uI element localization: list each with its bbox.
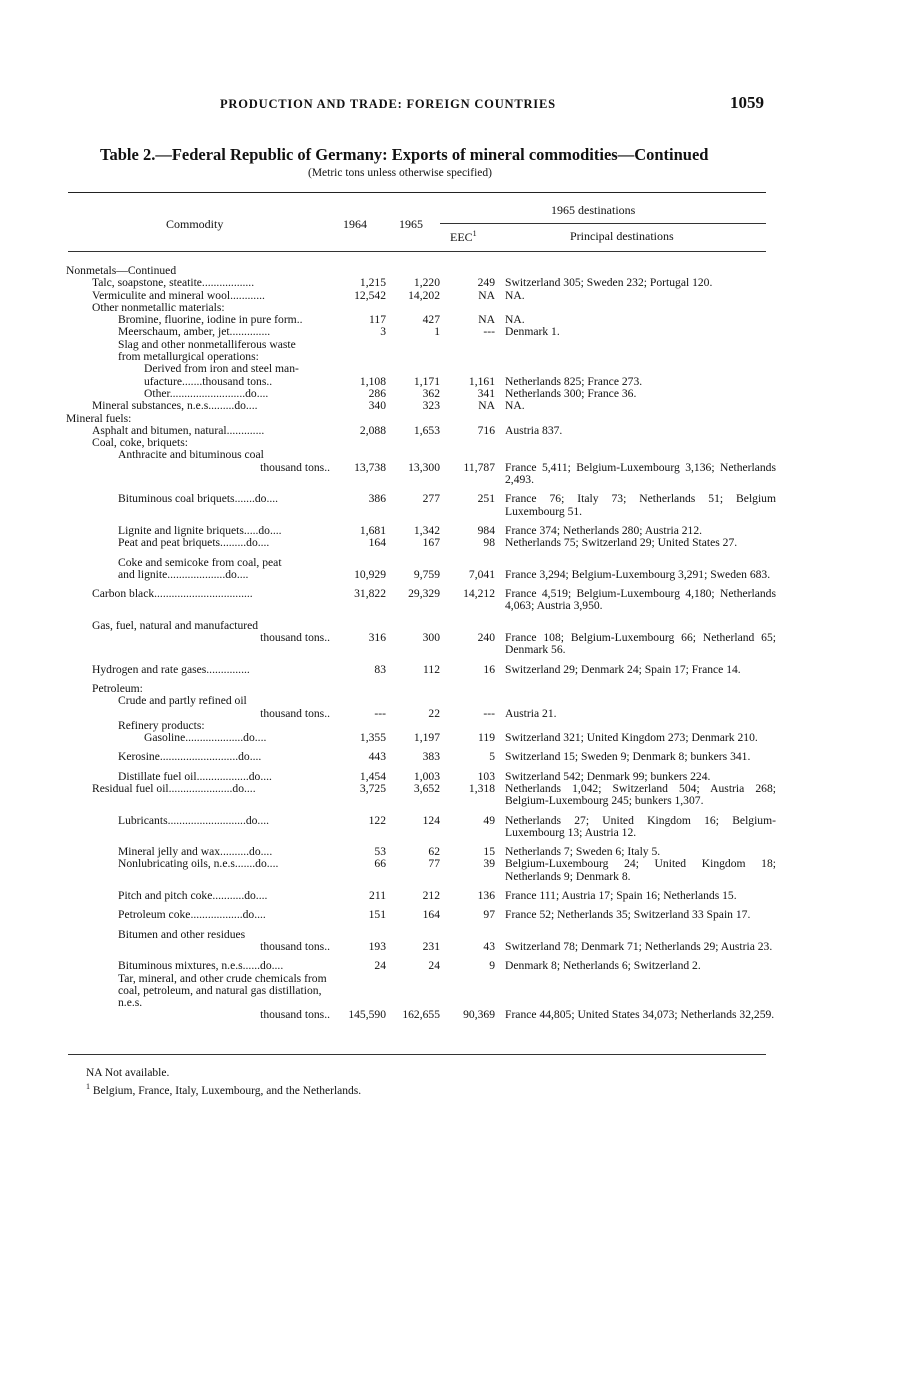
value-1965-cell: 3,652	[413, 781, 440, 795]
commodity-cell: Derived from iron and steel man-	[144, 362, 299, 376]
principal-destinations-cell: France 5,411; Belgium-Luxembourg 3,136; Netherlands 2,493.	[505, 460, 776, 487]
value-1965-cell	[386, 363, 440, 375]
table-row	[66, 486, 776, 518]
value-1964-cell: 3	[380, 325, 386, 339]
table-row	[66, 1009, 776, 1021]
commodity-cell: and lignite....................do....	[118, 567, 249, 581]
value-1964-cell: 1,454	[359, 769, 386, 783]
principal-destinations-cell	[495, 363, 776, 375]
value-1965-cell: 1,653	[413, 423, 440, 437]
principal-destinations-cell: Denmark 1.	[505, 325, 560, 339]
value-1964-cell: 151	[368, 908, 386, 922]
value-1964-cell: 31,822	[354, 587, 386, 601]
value-1965-cell: 383	[422, 750, 440, 764]
exports-table	[66, 265, 776, 1022]
commodity-cell: Anthracite and bituminous coal	[118, 448, 264, 462]
commodity-cell: thousand tons..	[260, 706, 330, 720]
commodity-cell: Gasoline....................do....	[144, 731, 267, 745]
value-1964-cell: 443	[368, 750, 386, 764]
eec-cell: 136	[477, 889, 495, 903]
commodity-cell: from metallurgical operations:	[118, 350, 259, 364]
value-1965-cell: 124	[422, 813, 440, 827]
value-1964-cell	[336, 973, 386, 1010]
table-row	[66, 858, 776, 883]
value-1964-cell: 1,108	[359, 374, 386, 388]
value-1965-cell: 164	[422, 908, 440, 922]
eec-cell	[440, 695, 495, 707]
commodity-cell: ufacture.......thousand tons..	[144, 374, 273, 388]
value-1964-cell	[336, 922, 386, 941]
value-1965-cell	[386, 973, 440, 1010]
table-row	[66, 537, 776, 549]
value-1964-cell: 286	[368, 386, 386, 400]
eec-cell: 16	[483, 662, 495, 676]
value-1964-cell: 83	[374, 662, 386, 676]
table-row	[66, 808, 776, 840]
principal-destinations-cell	[495, 550, 776, 569]
principal-destinations-cell: France 108; Belgium-Luxembourg 66; Netherland 65; Denmark 56.	[505, 631, 776, 657]
eec-cell: NA	[478, 288, 495, 302]
commodity-cell: Bituminous coal briquets.......do....	[118, 492, 279, 506]
value-1965-cell: 427	[422, 313, 440, 327]
commodity-cell: Residual fuel oil......................do....	[92, 781, 256, 795]
eec-cell: 15	[483, 845, 495, 859]
commodity-cell: Vermiculite and mineral wool............	[92, 288, 265, 302]
eec-cell: 119	[478, 731, 495, 745]
value-1965-cell	[386, 351, 440, 363]
eec-cell	[440, 676, 495, 695]
value-1964-cell: 1,681	[359, 523, 386, 537]
principal-destinations-cell: Switzerland 305; Sweden 232; Portugal 120.	[505, 276, 713, 290]
eec-cell: 341	[477, 386, 495, 400]
value-1964-cell: ---	[374, 706, 386, 720]
value-1964-cell	[336, 676, 386, 695]
col-header-1965: 1965	[399, 217, 423, 231]
value-1965-cell: 1	[434, 325, 440, 339]
commodity-cell: Refinery products:	[118, 718, 205, 732]
table-row	[66, 695, 776, 707]
principal-destinations-cell	[495, 973, 776, 1010]
value-1964-cell: 316	[368, 631, 386, 645]
principal-destinations-cell: France 374; Netherlands 280; Austria 212.	[505, 523, 703, 537]
table-row	[66, 363, 776, 375]
value-1964-cell: 122	[368, 813, 386, 827]
commodity-cell: Crude and partly refined oil	[118, 694, 247, 708]
table-row	[66, 632, 776, 657]
value-1964-cell: 3,725	[359, 781, 386, 795]
table-row	[66, 277, 776, 289]
footnote-eec-text: Belgium, France, Italy, Luxembourg, and the Netherlands.	[92, 1084, 362, 1097]
value-1964-cell: 164	[368, 536, 386, 550]
eec-cell: 1,161	[468, 374, 495, 388]
value-1964-cell	[336, 695, 386, 707]
principal-destinations-cell: France 111; Austria 17; Spain 16; Netherlands 15.	[505, 889, 737, 903]
col-header-commodity: Commodity	[166, 217, 224, 231]
principal-destinations-cell: Netherlands 27; United Kingdom 16; Belgium-Luxembourg 13; Austria 12.	[505, 813, 776, 839]
value-1965-cell: 231	[422, 939, 440, 953]
value-1965-cell	[386, 613, 440, 632]
commodity-cell: Nonmetals—Continued	[66, 264, 177, 277]
page-number: 1059	[730, 93, 764, 112]
value-1964-cell	[336, 363, 386, 375]
table-row	[66, 902, 776, 921]
eec-cell: 49	[483, 813, 495, 827]
principal-destinations-cell: Belgium-Luxembourg 24; United Kingdom 18; Netherlands 9; Denmark 8.	[505, 857, 776, 883]
eec-cell: 39	[483, 857, 495, 871]
eec-cell: 14,212	[463, 587, 495, 601]
value-1964-cell: 386	[368, 492, 386, 506]
eec-cell: 90,369	[463, 1008, 495, 1022]
value-1965-cell	[386, 413, 440, 425]
commodity-cell: Mineral jelly and wax..........do....	[118, 845, 273, 859]
value-1964-cell	[336, 351, 386, 363]
table-bottom-rule	[68, 1054, 766, 1055]
table-row	[66, 973, 776, 1010]
value-1965-cell: 1,342	[413, 523, 440, 537]
principal-destinations-cell: NA.	[505, 288, 525, 302]
principal-destinations-cell: France 76; Italy 73; Netherlands 51; Belgium Luxembourg 51.	[505, 492, 776, 518]
value-1964-cell: 340	[368, 399, 386, 413]
value-1965-cell	[386, 695, 440, 707]
commodity-cell: Mineral fuels:	[66, 411, 132, 425]
principal-destinations-cell: France 3,294; Belgium-Luxembourg 3,291; Sweden 683.	[505, 567, 771, 581]
value-1965-cell: 1,220	[413, 276, 440, 290]
value-1964-cell: 117	[369, 313, 386, 327]
commodity-cell: Mineral substances, n.e.s.........do....	[92, 399, 258, 413]
table-row	[66, 839, 776, 858]
table-title: Table 2.—Federal Republic of Germany: Exports of mineral commodities—Continued	[100, 145, 709, 164]
eec-cell	[440, 973, 495, 1010]
commodity-cell: Distillate fuel oil..................do....	[118, 769, 272, 783]
principal-destinations-cell: France 52; Netherlands 35; Switzerland 33 Spain 17.	[505, 908, 751, 922]
principal-destinations-cell	[495, 676, 776, 695]
principal-destinations-cell	[495, 613, 776, 632]
value-1965-cell: 77	[428, 857, 440, 871]
eec-cell	[440, 351, 495, 363]
commodity-cell: Carbon black..................................	[92, 587, 253, 601]
running-head: PRODUCTION AND TRADE: FOREIGN COUNTRIES	[220, 97, 556, 111]
principal-destinations-cell: Netherlands 7; Sweden 6; Italy 5.	[505, 845, 661, 859]
table-row	[66, 550, 776, 569]
value-1965-cell: 112	[423, 662, 440, 676]
value-1964-cell: 211	[369, 889, 386, 903]
commodity-cell: Pitch and pitch coke...........do....	[118, 889, 268, 903]
commodity-cell: Meerschaum, amber, jet..............	[118, 325, 271, 339]
value-1965-cell: 62	[428, 845, 440, 859]
principal-destinations-cell	[495, 922, 776, 941]
principal-destinations-cell: Netherlands 1,042; Switzerland 504; Austria 268; Belgium-Luxembourg 245; bunkers 1,307.	[505, 781, 776, 808]
eec-cell: 9	[489, 959, 495, 973]
value-1965-cell	[386, 550, 440, 569]
value-1964-cell	[336, 449, 386, 461]
value-1964-cell: 53	[374, 845, 386, 859]
value-1965-cell	[386, 339, 440, 351]
commodity-cell: Gas, fuel, natural and manufactured	[92, 618, 259, 632]
value-1965-cell: 1,171	[413, 374, 440, 388]
principal-destinations-cell: France 4,519; Belgium-Luxembourg 4,180; Netherlands 4,063; Austria 3,950.	[505, 587, 776, 613]
commodity-cell: Asphalt and bitumen, natural.............	[92, 423, 265, 437]
value-1965-cell: 323	[422, 399, 440, 413]
commodity-cell: Peat and peat briquets.........do....	[118, 536, 270, 550]
eec-label: EEC	[450, 230, 473, 244]
value-1965-cell	[386, 922, 440, 941]
col-header-principal-destinations: Principal destinations	[570, 229, 674, 243]
value-1964-cell: 1,215	[359, 276, 386, 290]
header-bottom-rule	[68, 251, 766, 252]
commodity-cell: Other nonmetallic materials:	[92, 300, 225, 314]
commodity-cell: Talc, soapstone, steatite..................	[92, 276, 255, 290]
table-subtitle: (Metric tons unless otherwise specified)	[308, 167, 492, 179]
value-1965-cell	[386, 449, 440, 461]
principal-destinations-cell: Switzerland 15; Sweden 9; Denmark 8; bunkers 341.	[505, 750, 751, 764]
principal-destinations-cell	[495, 302, 776, 314]
value-1965-cell: 22	[428, 706, 440, 720]
value-1965-cell: 162,655	[402, 1008, 440, 1022]
principal-destinations-cell: Austria 21.	[505, 706, 557, 720]
table-row	[66, 613, 776, 632]
value-1965-cell: 167	[422, 536, 440, 550]
principal-destinations-cell: Switzerland 78; Denmark 71; Netherlands 29; Austria 23.	[505, 939, 773, 953]
commodity-cell: thousand tons..	[260, 939, 330, 953]
commodity-cell: Slag and other nonmetalliferous waste	[118, 337, 296, 351]
eec-cell: 103	[477, 769, 495, 783]
eec-cell: 984	[477, 523, 495, 537]
value-1965-cell: 13,300	[408, 460, 440, 474]
eec-cell: 240	[477, 631, 495, 645]
eec-cell	[440, 437, 495, 449]
value-1964-cell	[336, 550, 386, 569]
table-row	[66, 953, 776, 972]
commodity-cell: Coal, coke, briquets:	[92, 436, 188, 450]
table-row	[66, 657, 776, 676]
value-1964-cell: 193	[368, 939, 386, 953]
eec-cell	[440, 413, 495, 425]
eec-footnote-mark: 1	[472, 229, 477, 238]
commodity-cell: thousand tons..	[260, 631, 330, 645]
principal-destinations-cell: Switzerland 542; Denmark 99; bunkers 224.	[505, 769, 711, 783]
footnote-eec-mark: 1	[86, 1082, 90, 1091]
commodity-cell: Lubricants...........................do....	[118, 813, 270, 827]
value-1965-cell	[386, 437, 440, 449]
principal-destinations-cell	[495, 695, 776, 707]
eec-cell: 5	[489, 750, 495, 764]
table-row	[66, 518, 776, 537]
footnote-eec	[86, 1080, 361, 1098]
table-top-rule	[68, 192, 766, 193]
value-1965-cell: 1,197	[413, 731, 440, 745]
value-1965-cell: 362	[422, 386, 440, 400]
principal-destinations-cell: NA.	[505, 313, 525, 327]
eec-cell	[440, 550, 495, 569]
commodity-cell: Kerosine...........................do....	[118, 750, 262, 764]
commodity-cell: Bitumen and other residues	[118, 927, 246, 941]
value-1965-cell: 14,202	[408, 288, 440, 302]
table-row	[66, 676, 776, 695]
principal-destinations-cell	[495, 437, 776, 449]
principal-destinations-cell: Switzerland 29; Denmark 24; Spain 17; France 14.	[505, 662, 741, 676]
table-row	[66, 764, 776, 783]
commodity-cell: Tar, mineral, and other crude chemicals from coal, petroleum, and natural gas distillation, n.e.s.	[118, 971, 330, 1010]
commodity-cell: Other..........................do....	[144, 386, 269, 400]
table-row	[66, 400, 776, 412]
table-row	[66, 708, 776, 720]
value-1965-cell: 300	[422, 631, 440, 645]
value-1965-cell: 9,759	[413, 567, 440, 581]
eec-cell: 716	[477, 423, 495, 437]
value-1965-cell: 24	[428, 959, 440, 973]
footnotes	[86, 1067, 361, 1098]
table-body	[66, 265, 776, 1022]
principal-destinations-cell: France 44,805; United States 34,073; Netherlands 32,259.	[505, 1008, 775, 1022]
table-row	[66, 744, 776, 763]
table-row	[66, 449, 776, 461]
eec-cell: NA	[478, 399, 495, 413]
eec-cell: ---	[483, 325, 495, 339]
footnote-na: NA Not available.	[86, 1067, 170, 1079]
eec-cell: 98	[483, 536, 495, 550]
value-1965-cell	[386, 676, 440, 695]
value-1964-cell	[336, 413, 386, 425]
table-row	[66, 569, 776, 581]
table-row	[66, 883, 776, 902]
eec-cell: 251	[477, 492, 495, 506]
commodity-cell: Lignite and lignite briquets.....do....	[118, 523, 282, 537]
eec-cell: 43	[483, 939, 495, 953]
table-row	[66, 941, 776, 953]
eec-cell: 97	[483, 908, 495, 922]
value-1964-cell: 12,542	[354, 288, 386, 302]
commodity-cell: Petroleum:	[92, 681, 143, 695]
col-header-eec	[450, 229, 477, 245]
principal-destinations-cell: NA.	[505, 399, 525, 413]
value-1965-cell: 1,003	[413, 769, 440, 783]
table-row	[66, 462, 776, 487]
value-1964-cell	[336, 613, 386, 632]
eec-cell	[440, 449, 495, 461]
value-1964-cell: 2,088	[359, 423, 386, 437]
value-1964-cell: 66	[374, 857, 386, 871]
value-1964-cell: 24	[374, 959, 386, 973]
col-header-1964: 1964	[343, 217, 367, 231]
principal-destinations-cell: Netherlands 75; Switzerland 29; United States 27.	[505, 536, 738, 550]
eec-cell: 7,041	[468, 567, 495, 581]
col-header-destinations-group: 1965 destinations	[551, 203, 636, 217]
value-1964-cell: 145,590	[348, 1008, 386, 1022]
principal-destinations-cell	[495, 339, 776, 351]
principal-destinations-cell	[495, 351, 776, 363]
eec-cell: 249	[477, 276, 495, 290]
value-1964-cell: 10,929	[354, 567, 386, 581]
commodity-cell: Petroleum coke..................do....	[118, 908, 266, 922]
value-1965-cell: 29,329	[408, 587, 440, 601]
value-1964-cell	[336, 339, 386, 351]
table-row	[66, 783, 776, 808]
table-row	[66, 732, 776, 744]
value-1964-cell: 1,355	[359, 731, 386, 745]
commodity-cell: Nonlubricating oils, n.e.s.......do....	[118, 857, 279, 871]
commodity-cell: Bituminous mixtures, n.e.s......do....	[118, 959, 284, 973]
value-1965-cell: 277	[422, 492, 440, 506]
eec-cell	[440, 363, 495, 375]
eec-cell: ---	[483, 706, 495, 720]
table-row	[66, 326, 776, 338]
table-row	[66, 922, 776, 941]
value-1964-cell: 13,738	[354, 460, 386, 474]
value-1964-cell	[336, 437, 386, 449]
commodity-cell: thousand tons..	[260, 460, 330, 474]
eec-cell: NA	[478, 313, 495, 327]
eec-cell	[440, 613, 495, 632]
principal-destinations-cell: Netherlands 825; France 273.	[505, 374, 643, 388]
principal-destinations-cell: Denmark 8; Netherlands 6; Switzerland 2.	[505, 959, 701, 973]
principal-destinations-cell: Austria 837.	[505, 423, 563, 437]
principal-destinations-cell: Switzerland 321; United Kingdom 273; Denmark 210.	[505, 731, 758, 745]
eec-cell	[440, 922, 495, 941]
commodity-cell: Coke and semicoke from coal, peat	[118, 555, 282, 569]
principal-destinations-cell	[495, 449, 776, 461]
commodity-cell: Bromine, fluorine, iodine in pure form..	[118, 313, 303, 327]
principal-destinations-cell	[495, 413, 776, 425]
eec-cell: 1,318	[468, 781, 495, 795]
commodity-cell: thousand tons..	[260, 1008, 330, 1022]
principal-destinations-cell: Netherlands 300; France 36.	[505, 386, 637, 400]
eec-cell: 11,787	[463, 460, 495, 474]
eec-cell	[440, 339, 495, 351]
table-row	[66, 413, 776, 425]
table-row	[66, 581, 776, 613]
commodity-cell: Hydrogen and rate gases...............	[92, 662, 250, 676]
value-1965-cell: 212	[422, 889, 440, 903]
destinations-subrule	[440, 223, 766, 224]
